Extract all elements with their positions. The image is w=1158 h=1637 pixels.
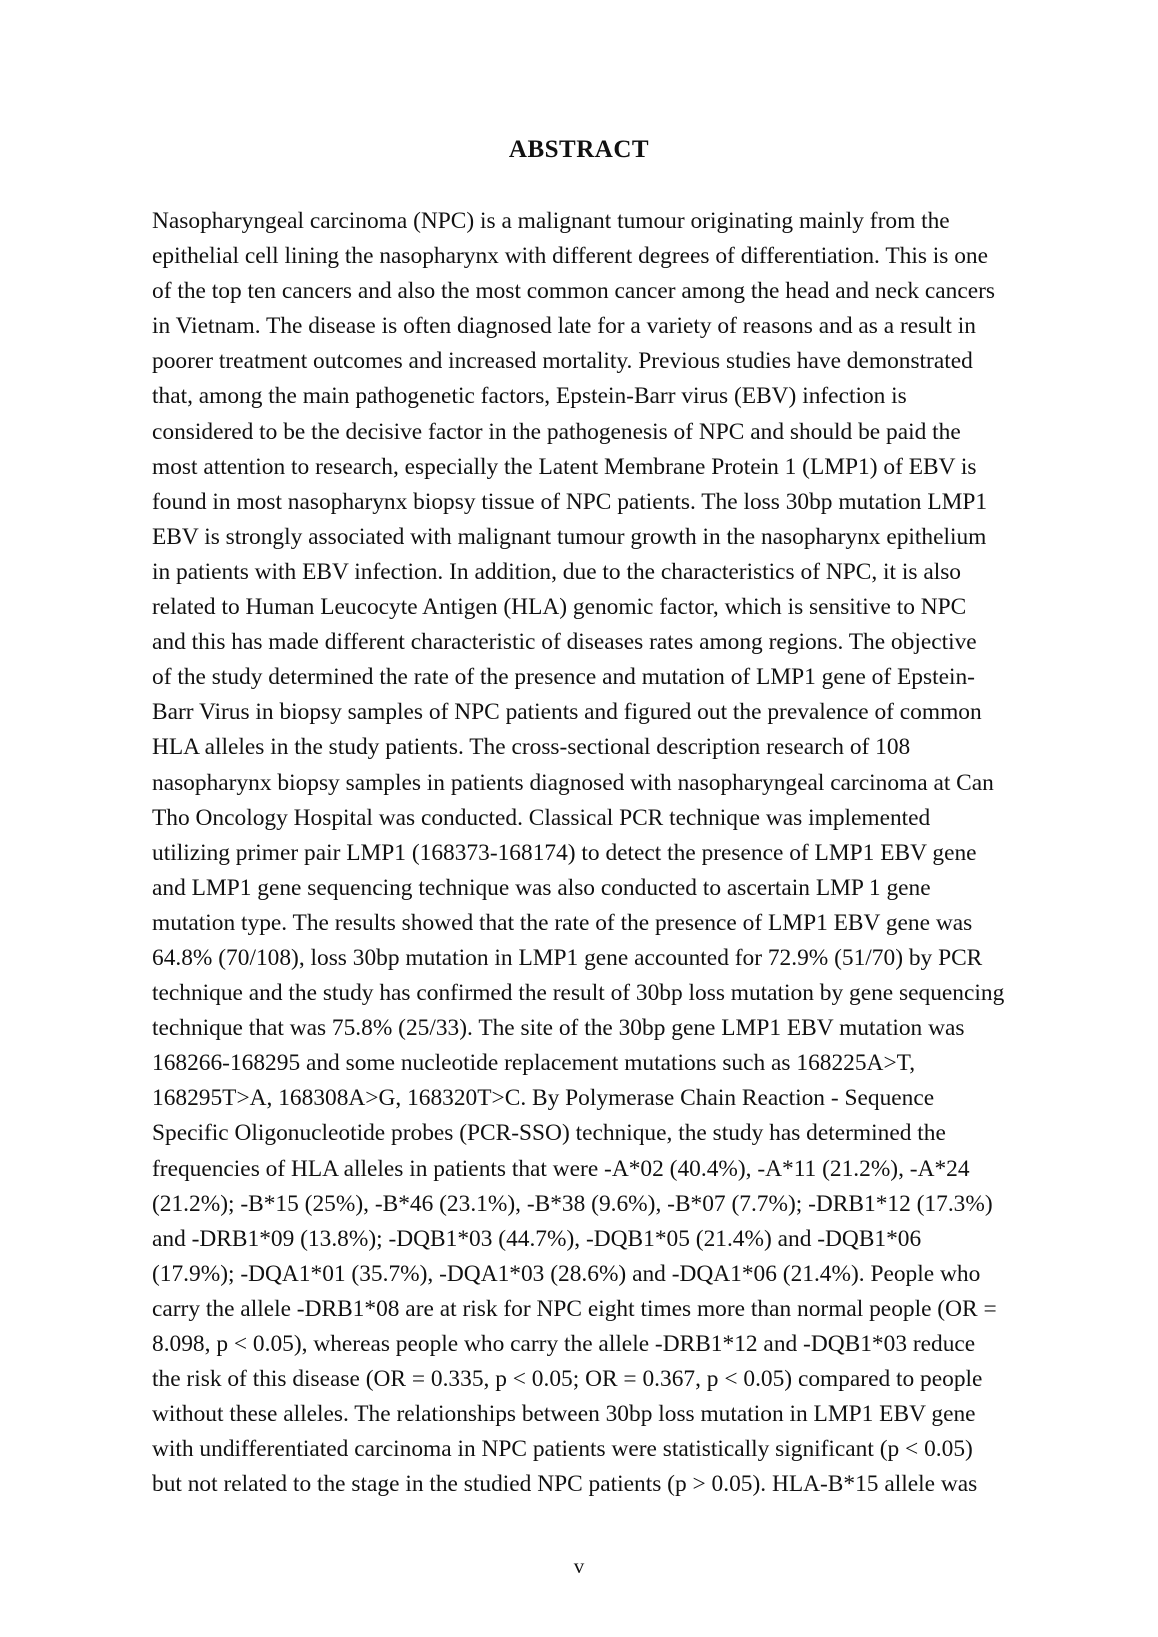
body-line: in Vietnam. The disease is often diagnosed late for a variety of reasons and as a result in: [152, 313, 976, 340]
body-line: of the top ten cancers and also the most common cancer among the head and neck cancers: [152, 278, 996, 305]
body-line: in patients with EBV infection. In addition, due to the characteristics of NPC, it is also: [152, 558, 961, 585]
body-line: mutation type. The results showed that the rate of the presence of LMP1 EBV gene was: [152, 909, 973, 936]
body-line: nasopharynx biopsy samples in patients diagnosed with nasopharyngeal carcinoma at Can: [152, 769, 994, 796]
body-line: utilizing primer pair LMP1 (168373-168174) to detect the presence of LMP1 EBV gene: [152, 839, 977, 866]
body-line: and this has made different characteristic of diseases rates among regions. The objective: [152, 629, 977, 656]
body-line: Nasopharyngeal carcinoma (NPC) is a malignant tumour originating mainly from the: [152, 208, 950, 234]
body-line: and -DRB1*09 (13.8%); -DQB1*03 (44.7%), -DQB1*05 (21.4%) and -DQB1*06: [152, 1225, 922, 1252]
abstract-title: ABSTRACT: [508, 136, 650, 163]
body-line: Specific Oligonucleotide probes (PCR-SSO) technique, the study has determined the: [152, 1120, 946, 1147]
body-line: frequencies of HLA alleles in patients that were -A*02 (40.4%), -A*11 (21.2%), -A*24: [152, 1155, 970, 1182]
page-number: v: [573, 1554, 585, 1578]
body-line: Tho Oncology Hospital was conducted. Classical PCR technique was implemented: [152, 804, 931, 831]
body-line: 64.8% (70/108), loss 30bp mutation in LMP1 gene accounted for 72.9% (51/70) by PCR: [152, 944, 983, 971]
body-line: HLA alleles in the study patients. The cross-sectional description research of 108: [152, 734, 911, 761]
body-line: but not related to the stage in the studied NPC patients (p > 0.05). HLA-B*15 allele was: [152, 1471, 978, 1498]
body-line: and LMP1 gene sequencing technique was also conducted to ascertain LMP 1 gene: [152, 874, 931, 901]
body-line: (21.2%); -B*15 (25%), -B*46 (23.1%), -B*38 (9.6%), -B*07 (7.7%); -DRB1*12 (17.3%): [152, 1190, 993, 1217]
body-line: (17.9%); -DQA1*01 (35.7%), -DQA1*03 (28.6%) and -DQA1*06 (21.4%). People who: [152, 1260, 981, 1287]
body-line: considered to be the decisive factor in the pathogenesis of NPC and should be paid the: [152, 418, 961, 445]
body-line: that, among the main pathogenetic factors, Epstein-Barr virus (EBV) infection is: [152, 383, 907, 410]
body-line: EBV is strongly associated with malignant tumour growth in the nasopharynx epithelium: [152, 523, 987, 550]
body-line: with undifferentiated carcinoma in NPC patients were statistically significant (p < 0.05): [152, 1436, 973, 1463]
body-line: the risk of this disease (OR = 0.335, p < 0.05; OR = 0.367, p < 0.05) compared to people: [152, 1366, 983, 1393]
body-line: Barr Virus in biopsy samples of NPC patients and figured out the prevalence of common: [152, 699, 982, 726]
body-line: most attention to research, especially the Latent Membrane Protein 1 (LMP1) of EBV is: [152, 453, 977, 480]
abstract-body: [152, 204, 1055, 1502]
body-line: 8.098, p < 0.05), whereas people who carry the allele -DRB1*12 and -DQB1*03 reduce: [152, 1331, 976, 1357]
body-line: technique that was 75.8% (25/33). The site of the 30bp gene LMP1 EBV mutation was: [152, 1015, 965, 1042]
body-line: epithelial cell lining the nasopharynx with different degrees of differentiation. This is one: [152, 243, 988, 270]
body-line: carry the allele -DRB1*08 are at risk for NPC eight times more than normal people (OR =: [152, 1295, 997, 1322]
body-line: without these alleles. The relationships between 30bp loss mutation in LMP1 EBV gene: [152, 1401, 976, 1428]
body-line: technique and the study has confirmed the result of 30bp loss mutation by gene sequencing: [152, 980, 1005, 1007]
body-line: 168266-168295 and some nucleotide replacement mutations such as 168225A>T,: [152, 1050, 916, 1077]
body-line: 168295T>A, 168308A>G, 168320T>C. By Polymerase Chain Reaction - Sequence: [152, 1085, 935, 1112]
body-line: related to Human Leucocyte Antigen (HLA) genomic factor, which is sensitive to NPC: [152, 594, 967, 621]
body-line: found in most nasopharynx biopsy tissue of NPC patients. The loss 30bp mutation LMP1: [152, 488, 988, 515]
body-line: of the study determined the rate of the presence and mutation of LMP1 gene of Epstein-: [152, 664, 975, 691]
body-line: poorer treatment outcomes and increased mortality. Previous studies have demonstrated: [152, 348, 973, 375]
